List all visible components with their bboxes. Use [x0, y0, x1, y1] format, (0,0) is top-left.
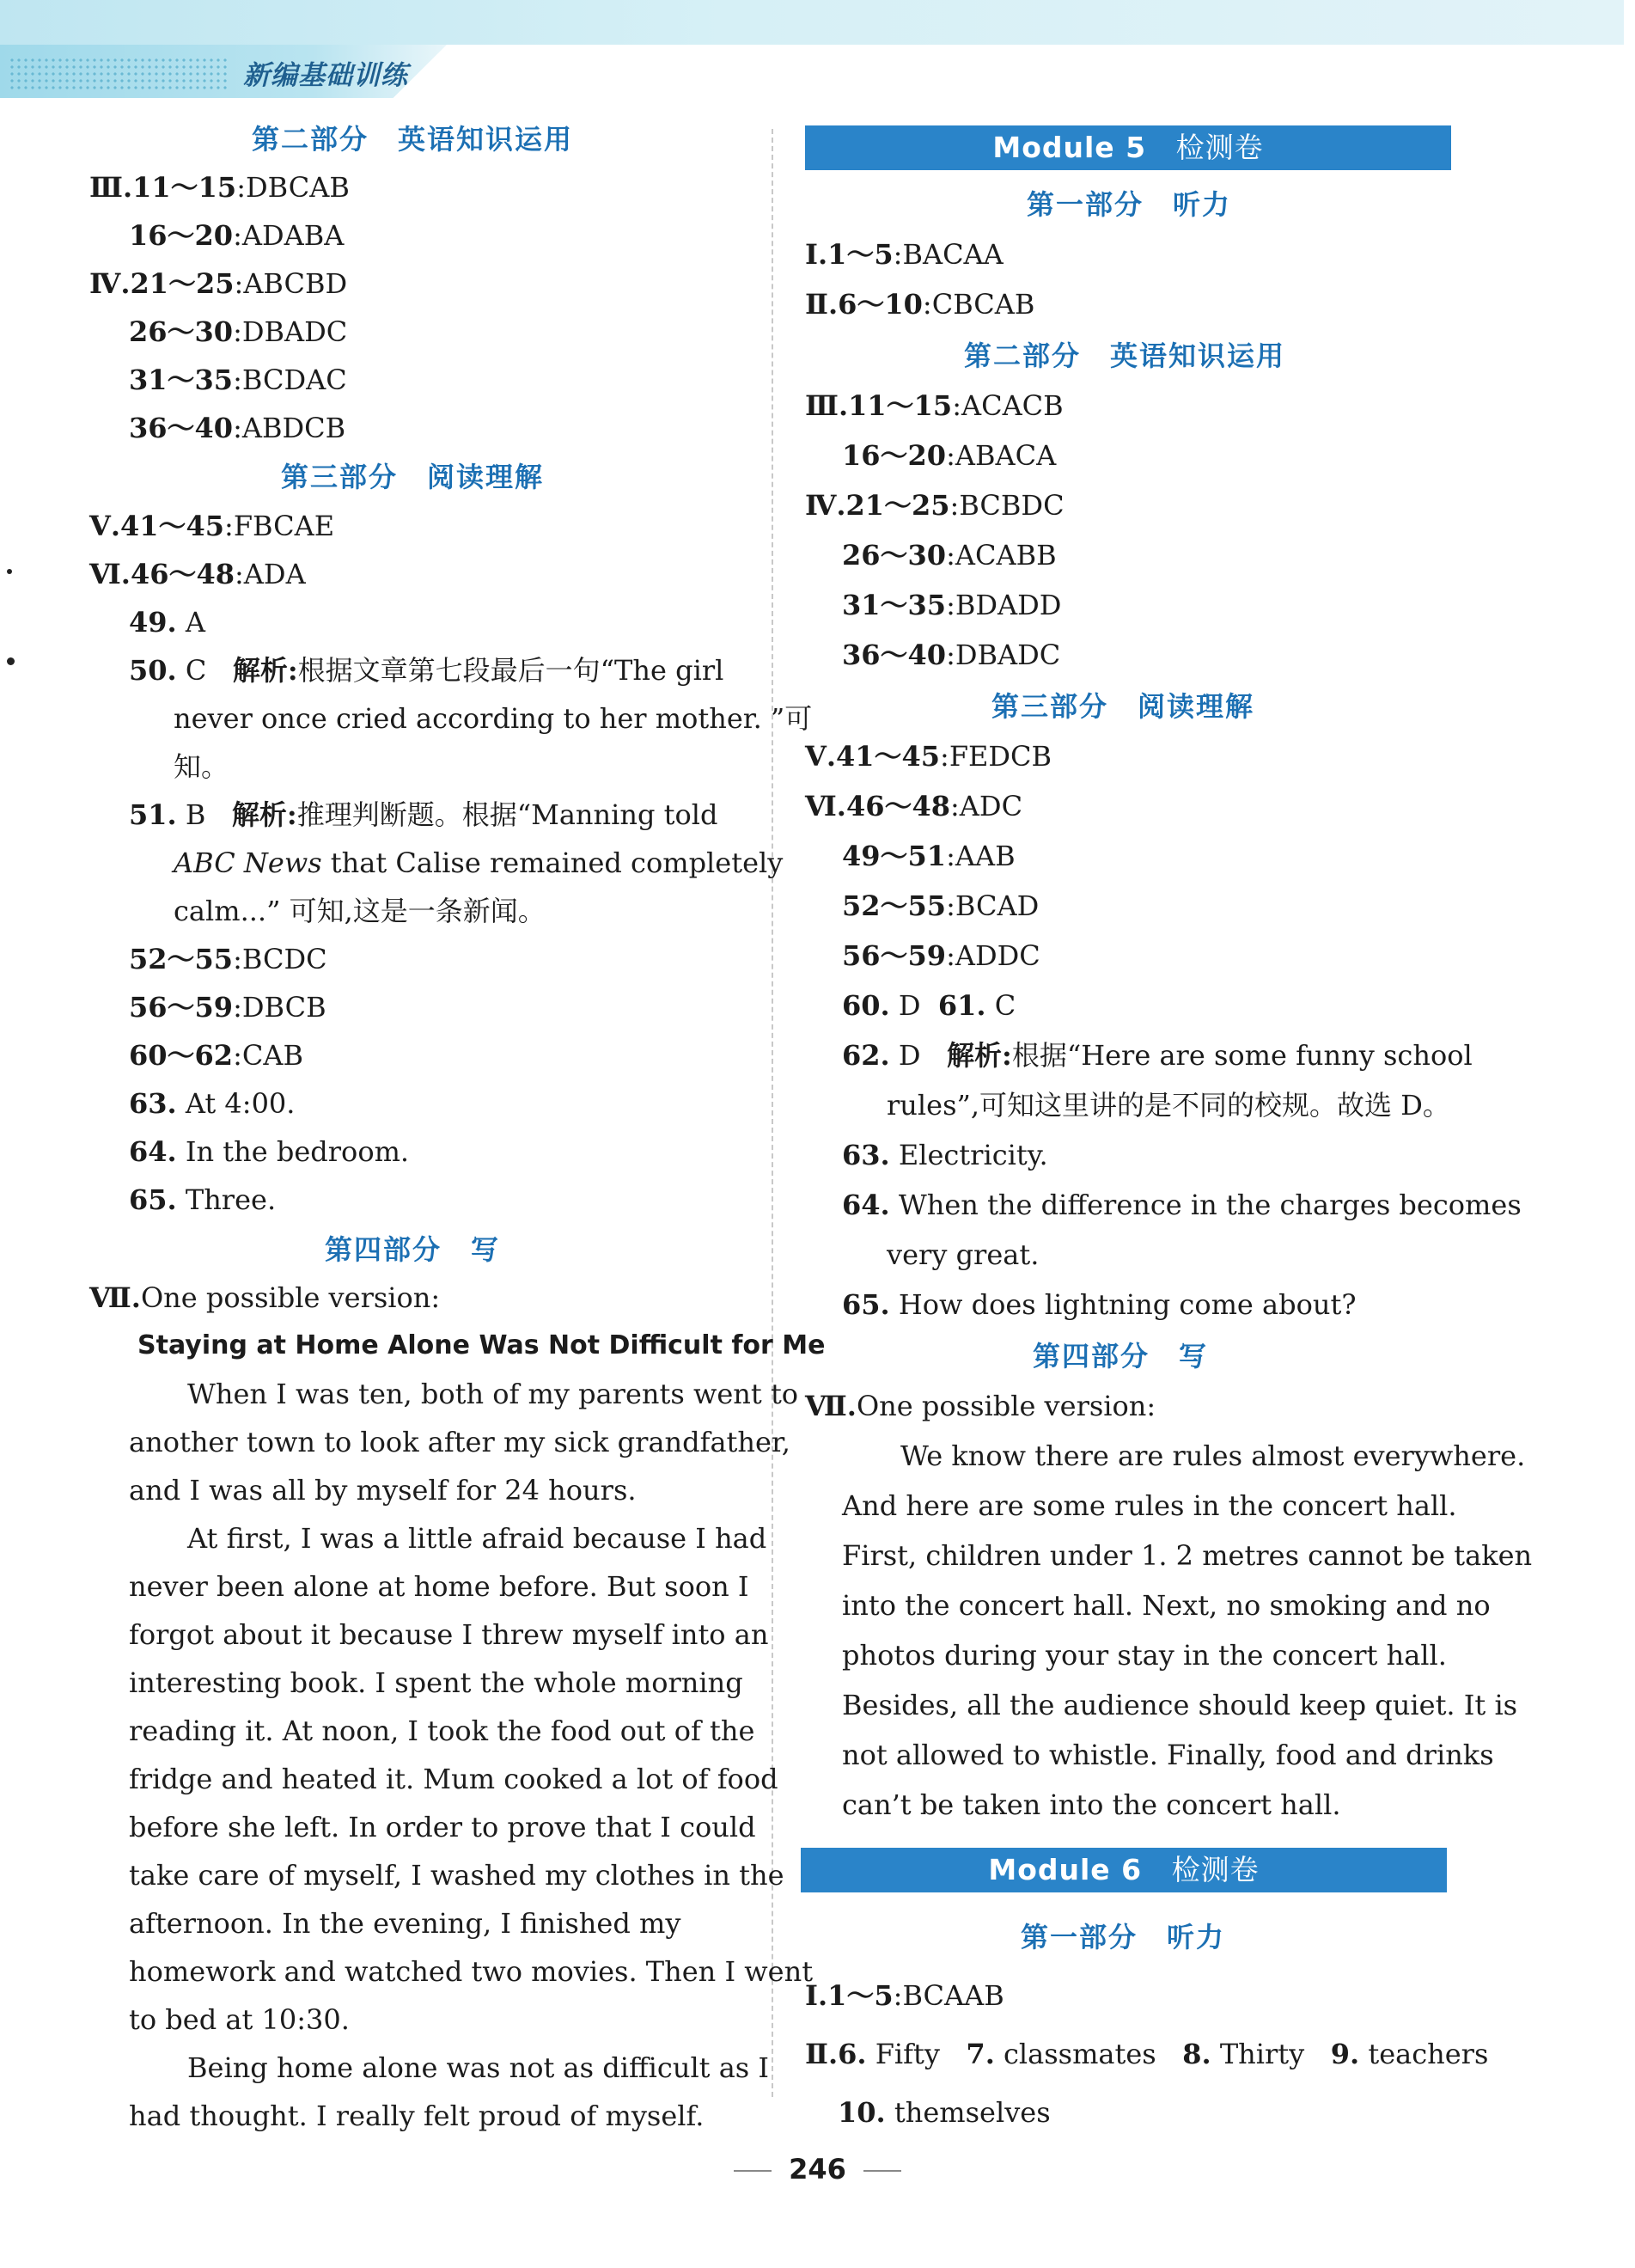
composition-line: And here are some rules in the concert hall.	[842, 1489, 1457, 1522]
explanation-line: 知。	[174, 750, 229, 783]
answer-line: Ⅲ.11～15:DBCAB	[89, 171, 350, 204]
answer-line: Ⅳ.21～25:BCBDC	[805, 489, 1065, 522]
answer-line: 31～35:BCDAC	[129, 364, 347, 396]
module-5-banner: Module 5 检测卷	[805, 125, 1451, 170]
answer-line: 31～35:BDADD	[842, 589, 1062, 621]
composition-line: never been alone at home before. But soon I	[129, 1570, 749, 1603]
answer-line: 60～62:CAB	[129, 1039, 303, 1072]
explanation-line: ABC News that Calise remained completely	[174, 847, 784, 879]
explanation-line: rules”,可知这里讲的是不同的校规。故选 D。	[887, 1089, 1450, 1122]
composition-line: Being home alone was not as difficult as I	[187, 2051, 770, 2084]
section-title: 第三部分 阅读理解	[281, 461, 545, 493]
answer-line: 36～40:DBADC	[842, 639, 1061, 671]
composition-line: another town to look after my sick grandfather,	[129, 1426, 790, 1458]
section-title: 第一部分 听力	[1021, 1921, 1226, 1953]
page-number-dash	[734, 2170, 772, 2172]
answer-line: 26～30:DBADC	[129, 315, 348, 348]
column-divider	[772, 129, 773, 2097]
answer-line: 10. themselves	[838, 2096, 1051, 2129]
answer-line: Ⅶ.One possible version:	[89, 1281, 441, 1314]
composition-line: not allowed to whistle. Finally, food and drinks	[842, 1739, 1494, 1771]
composition-line: to bed at 10:30.	[129, 2003, 350, 2036]
answer-line: 36～40:ABDCB	[129, 412, 346, 444]
page-number-dash	[863, 2170, 901, 2172]
composition-line: We know there are rules almost everywhere.	[900, 1440, 1526, 1472]
answer-line: 62. D 解析:根据“Here are some funny school	[842, 1039, 1473, 1072]
composition-line: afternoon. In the evening, I finished my	[129, 1907, 681, 1940]
margin-mark	[7, 569, 12, 574]
answer-line: 49～51:AAB	[842, 840, 1016, 872]
section-title: 第一部分 听力	[1027, 188, 1232, 221]
answer-line: 60. D 61. C	[842, 989, 1016, 1022]
margin-mark	[7, 657, 15, 665]
composition-line: photos during your stay in the concert hall.	[842, 1639, 1447, 1672]
answer-line: 49. A	[129, 606, 205, 639]
answer-line: Ⅵ.46～48:ADA	[89, 558, 306, 590]
composition-line: At first, I was a little afraid because I had	[187, 1522, 767, 1555]
answer-line: 52～55:BCAD	[842, 889, 1040, 922]
header-dot-pattern	[9, 57, 228, 91]
section-title: 第二部分 英语知识运用	[964, 339, 1286, 372]
page-number: 246	[0, 2153, 1635, 2185]
answer-line: 65. Three.	[129, 1183, 277, 1216]
explanation-line: never once cried according to her mother. ”可	[174, 702, 813, 735]
answer-line: 56～59:DBCB	[129, 991, 326, 1024]
answer-line: 16～20:ADABA	[129, 219, 345, 252]
answer-line: Ⅵ.46～48:ADC	[805, 790, 1023, 822]
answer-line: Ⅲ.11～15:ACACB	[805, 389, 1064, 422]
answer-line: 65. How does lightning come about?	[842, 1288, 1357, 1321]
composition-line: Besides, all the audience should keep quiet. It is	[842, 1689, 1518, 1721]
answer-line: Ⅰ.1～5:BACAA	[805, 238, 1004, 271]
answer-line: 63. Electricity.	[842, 1139, 1048, 1171]
answer-line: Ⅰ.1～5:BCAAB	[805, 1979, 1004, 2012]
composition-line: homework and watched two movies. Then I went	[129, 1955, 814, 1988]
answer-line: 26～30:ACABB	[842, 539, 1057, 572]
composition-line: interesting book. I spent the whole morning	[129, 1666, 743, 1699]
answer-line: 56～59:ADDC	[842, 939, 1040, 972]
answer-line: 50. C 解析:根据文章第七段最后一句“The girl	[129, 654, 724, 687]
answer-line: Ⅴ.41～45:FEDCB	[805, 740, 1052, 773]
answer-line: Ⅴ.41～45:FBCAE	[89, 510, 335, 542]
answer-line: Ⅳ.21～25:ABCBD	[89, 267, 348, 300]
composition-line: had thought. I really felt proud of myself.	[129, 2100, 705, 2132]
composition-line: reading it. At noon, I took the food out of the	[129, 1715, 755, 1747]
answer-line: 52～55:BCDC	[129, 943, 327, 975]
explanation-line: calm...” 可知,这是一条新闻。	[174, 895, 546, 927]
answer-line: Ⅱ.6～10:CBCAB	[805, 288, 1035, 321]
composition-line: into the concert hall. Next, no smoking and no	[842, 1589, 1491, 1622]
composition-title: Staying at Home Alone Was Not Difficult for Me	[137, 1330, 826, 1360]
header-band	[0, 0, 1624, 45]
section-title: 第三部分 阅读理解	[991, 690, 1255, 723]
explanation-line: very great.	[887, 1238, 1040, 1271]
answer-line: 16～20:ABACA	[842, 439, 1057, 472]
composition-line: take care of myself, I washed my clothes in the	[129, 1859, 784, 1892]
answer-line: 51. B 解析:推理判断题。根据“Manning told	[129, 798, 718, 831]
section-title: 第四部分 写	[325, 1233, 501, 1266]
answer-line: Ⅱ.6. Fifty 7. classmates 8. Thirty 9. teachers	[805, 2038, 1489, 2070]
composition-line: before she left. In order to prove that I could	[129, 1811, 756, 1843]
section-title: 第四部分 写	[1033, 1340, 1209, 1372]
composition-line: When I was ten, both of my parents went to	[187, 1378, 799, 1410]
answer-line: 64. When the difference in the charges becomes	[842, 1189, 1522, 1221]
composition-line: and I was all by myself for 24 hours.	[129, 1474, 637, 1507]
answer-line: 63. At 4:00.	[129, 1087, 296, 1120]
composition-line: can’t be taken into the concert hall.	[842, 1788, 1341, 1821]
module-6-banner: Module 6 检测卷	[801, 1848, 1447, 1892]
section-title: 第二部分 英语知识运用	[252, 123, 574, 156]
composition-line: First, children under 1. 2 metres cannot be taken	[842, 1539, 1533, 1572]
composition-line: fridge and heated it. Mum cooked a lot of food	[129, 1763, 778, 1795]
header-title: 新编基础训练	[243, 60, 408, 91]
composition-line: forgot about it because I threw myself into an	[129, 1618, 769, 1651]
answer-line: Ⅶ.One possible version:	[805, 1390, 1156, 1422]
answer-line: 64. In the bedroom.	[129, 1135, 410, 1168]
